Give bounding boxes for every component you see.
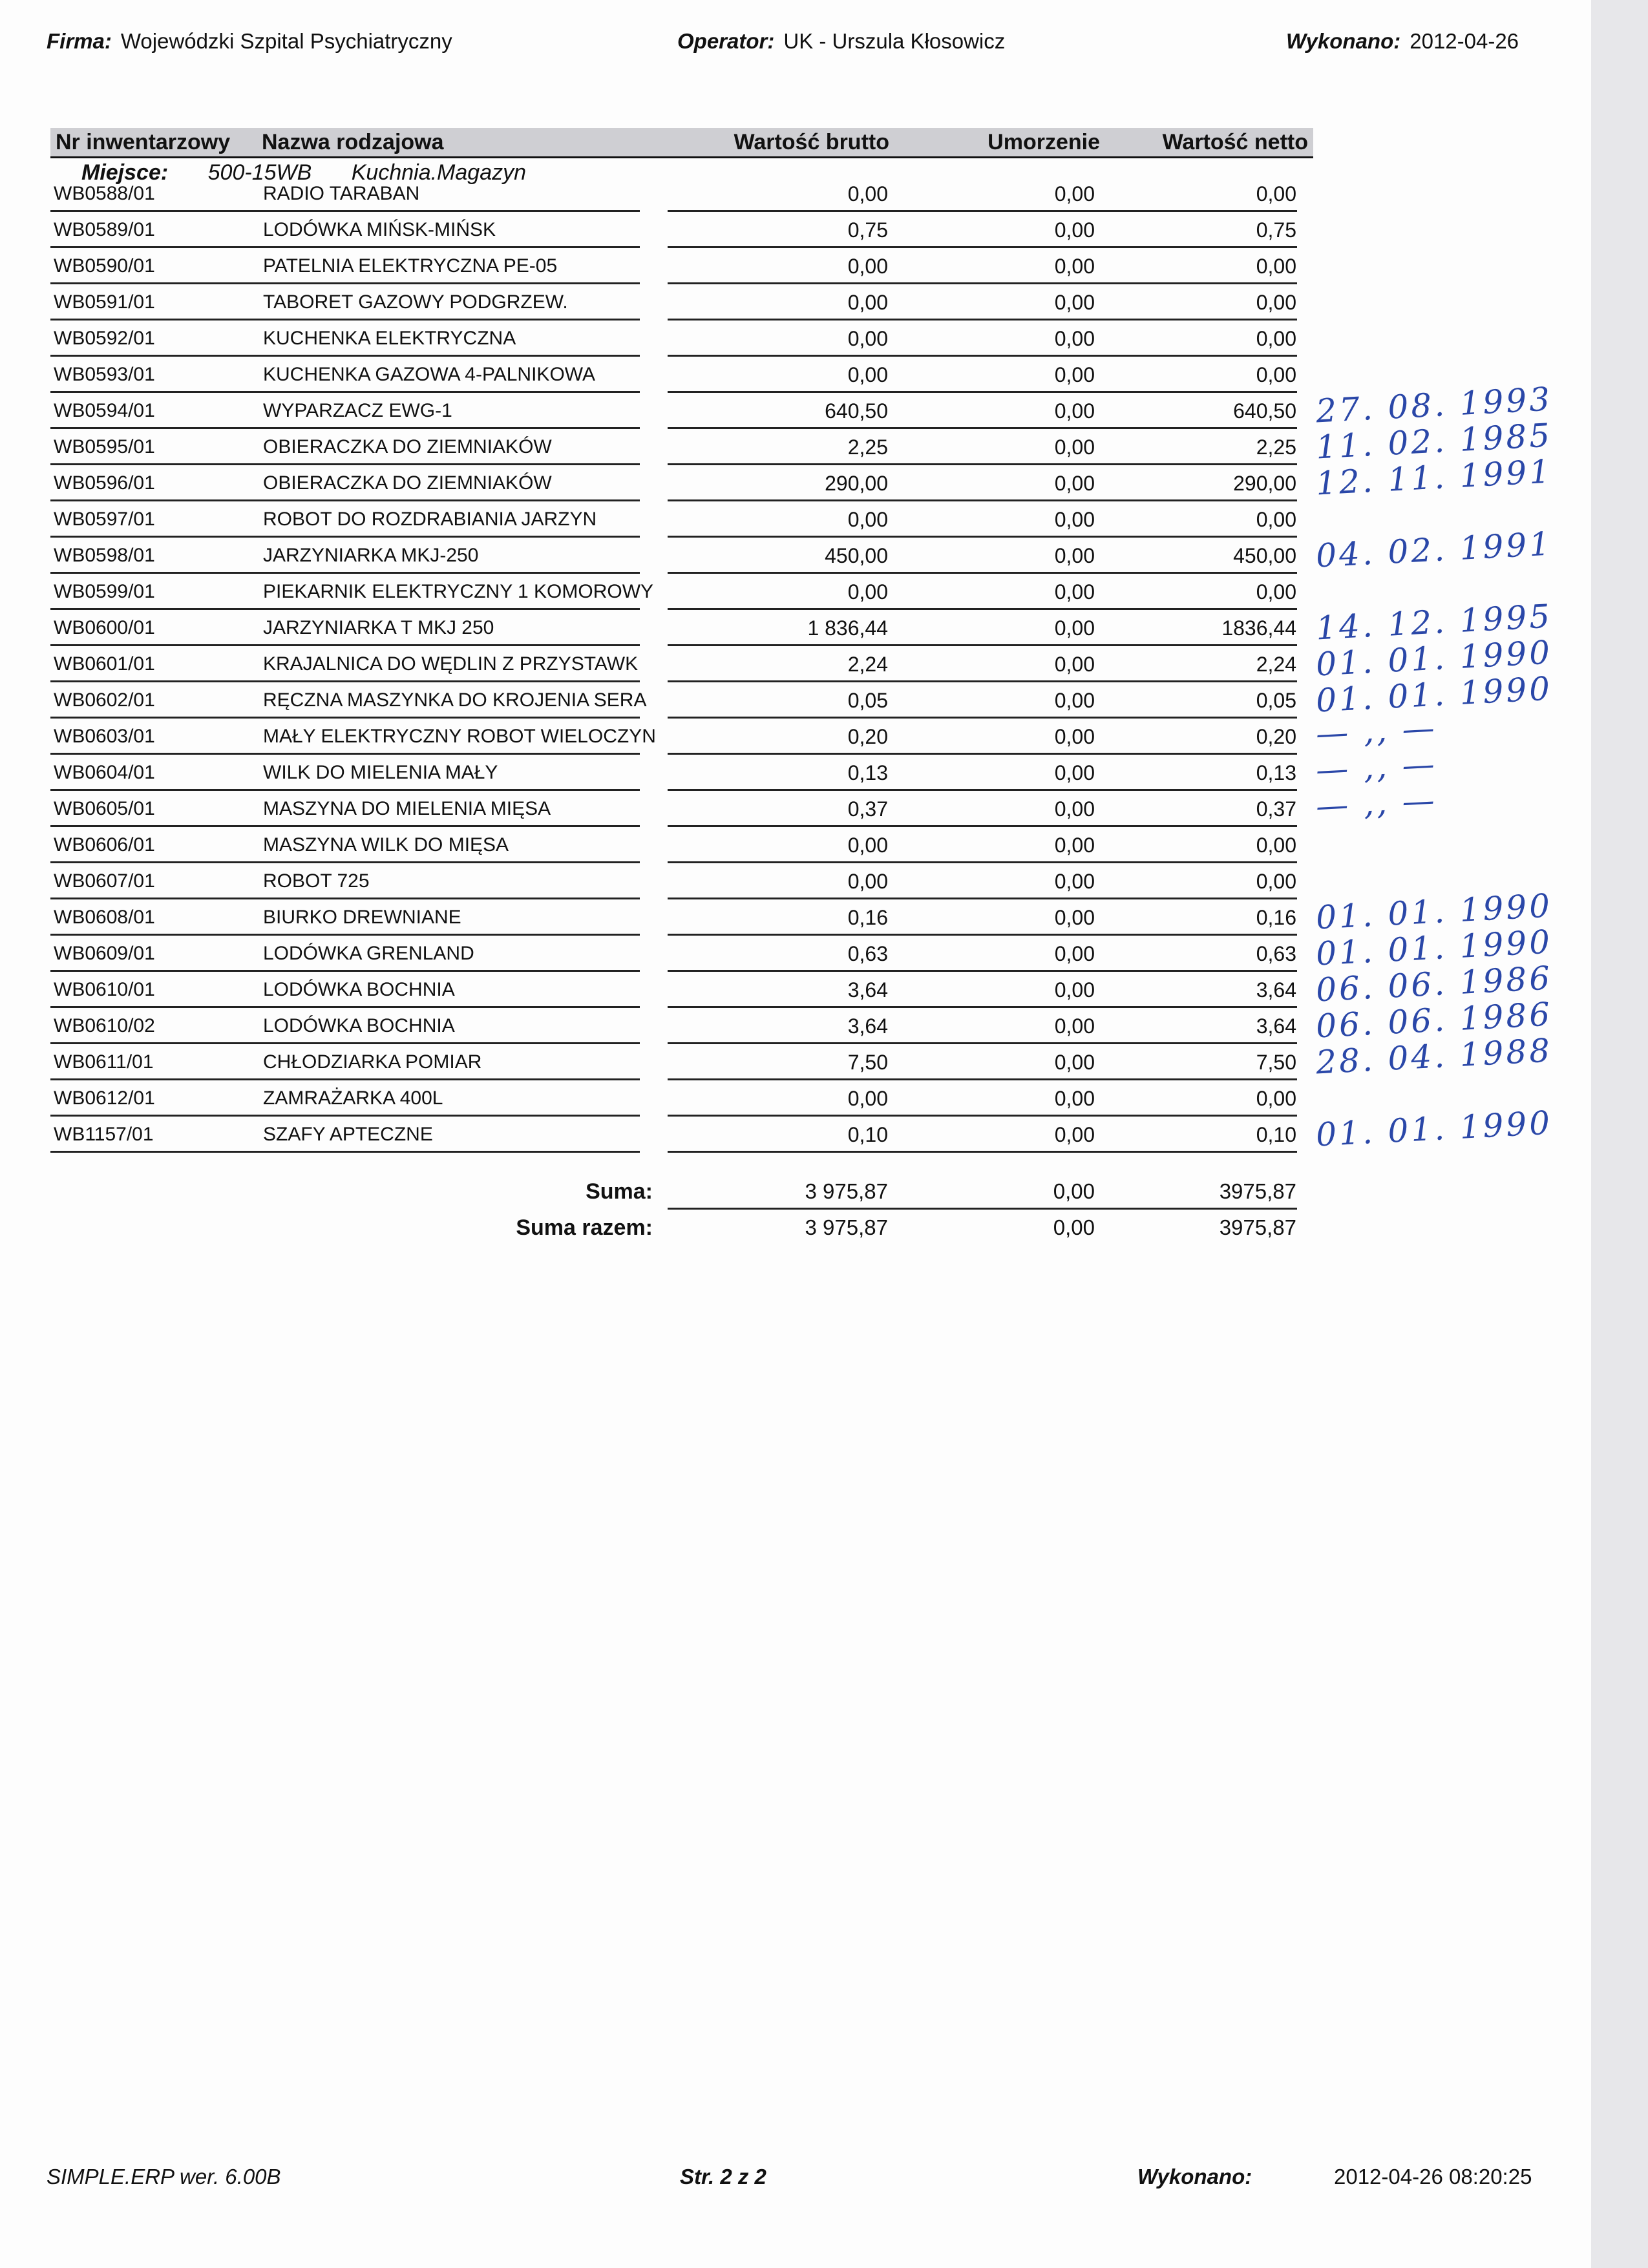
depreciation-value: 0,00	[1054, 544, 1095, 567]
footer-system: SIMPLE.ERP wer. 6.00B	[47, 2165, 281, 2189]
inventory-number: WB0589/01	[54, 219, 155, 240]
gross-value: 0,00	[847, 834, 888, 857]
gross-value: 0,16	[847, 906, 888, 929]
footer-page-number: Str. 2 z 2	[680, 2165, 766, 2189]
gross-value: 0,00	[847, 508, 888, 531]
net-value: 0,00	[1256, 580, 1296, 604]
gross-value: 2,24	[847, 653, 888, 676]
item-name: KUCHENKA ELEKTRYCZNA	[263, 328, 516, 349]
column-header-netto: Wartość netto	[1103, 128, 1313, 158]
table-row	[50, 1031, 1554, 1082]
handwritten-date-note: 01. 01. 1990	[1315, 633, 1554, 684]
footer-wykonano-label: Wykonano:	[1137, 2165, 1252, 2189]
depreciation-value: 0,00	[1054, 1087, 1095, 1110]
table-row	[50, 357, 1313, 393]
table-row	[50, 887, 1554, 937]
handwritten-date-note: 28. 04. 1988	[1315, 1031, 1554, 1082]
item-name: PIEKARNIK ELEKTRYCZNY 1 KOMOROWY	[263, 581, 654, 602]
location-label: Miejsce:	[81, 160, 169, 185]
handwritten-date-note: 01. 01. 1990	[1315, 1104, 1554, 1154]
handwritten-date-note: 06. 06. 1986	[1315, 995, 1554, 1045]
depreciation-value: 0,00	[1054, 978, 1095, 1002]
inventory-number: WB0601/01	[54, 653, 155, 675]
item-name: MAŁY ELEKTRYCZNY ROBOT WIELOCZYN	[263, 726, 656, 747]
inventory-number: WB0594/01	[54, 400, 155, 421]
item-name: ZAMRAŻARKA 400L	[263, 1087, 443, 1109]
handwritten-date-note: 04. 02. 1991	[1315, 525, 1554, 575]
table-row	[50, 781, 1438, 827]
net-value: 0,00	[1256, 870, 1296, 893]
table-row	[50, 1080, 1313, 1117]
inventory-number: WB0609/01	[54, 943, 155, 964]
gross-value: 0,37	[847, 797, 888, 821]
gross-value: 0,05	[847, 689, 888, 712]
item-name: LODÓWKA BOCHNIA	[263, 979, 455, 1000]
footer-wykonano-value: 2012-04-26 08:20:25	[1334, 2165, 1532, 2189]
item-name: SZAFY APTECZNE	[263, 1124, 433, 1145]
gross-value: 0,20	[847, 725, 888, 748]
net-value: 0,00	[1256, 327, 1296, 350]
table-row	[50, 669, 1554, 720]
inventory-number: WB1157/01	[54, 1124, 154, 1145]
table-row	[50, 452, 1554, 503]
item-name: ROBOT 725	[263, 870, 370, 892]
net-value: 0,00	[1256, 834, 1296, 857]
item-name: JARZYNIARKA T MKJ 250	[263, 617, 494, 638]
suma-row	[50, 1173, 1313, 1210]
gross-value: 3,64	[847, 1014, 888, 1038]
depreciation-value: 0,00	[1054, 906, 1095, 929]
column-header-nazwa: Nazwa rodzajowa	[257, 128, 671, 158]
inventory-number: WB0606/01	[54, 834, 155, 856]
inventory-number: WB0595/01	[54, 436, 155, 457]
item-name: PATELNIA ELEKTRYCZNA PE-05	[263, 255, 558, 277]
net-value: 0,75	[1256, 218, 1296, 242]
table-row	[50, 416, 1554, 467]
item-name: BIURKO DREWNIANE	[263, 907, 461, 928]
net-value: 290,00	[1233, 472, 1296, 495]
net-value: 7,50	[1256, 1051, 1296, 1074]
inventory-number: WB0610/02	[54, 1015, 155, 1036]
net-value: 0,00	[1256, 255, 1296, 278]
inventory-number: WB0598/01	[54, 545, 155, 566]
item-name: RĘCZNA MASZYNKA DO KROJENIA SERA	[263, 689, 647, 711]
depreciation-value: 0,00	[1054, 725, 1095, 748]
table-row	[50, 380, 1554, 430]
handwritten-date-note: — ,, —	[1315, 781, 1438, 825]
operator-value: UK - Urszula Kłosowicz	[783, 29, 1006, 53]
gross-value: 290,00	[825, 472, 888, 495]
net-value: 0,00	[1256, 363, 1296, 386]
item-name: WYPARZACZ EWG-1	[263, 400, 452, 421]
gross-value: 450,00	[825, 544, 888, 567]
table-row	[50, 525, 1554, 575]
location-code: 500-15WB	[207, 160, 312, 185]
inventory-number: WB0605/01	[54, 798, 155, 819]
item-name: ROBOT DO ROZDRABIANIA JARZYN	[263, 509, 597, 530]
table-row	[50, 284, 1313, 320]
item-name: MASZYNA WILK DO MIĘSA	[263, 834, 509, 856]
item-name: LODÓWKA MIŃSK-MIŃSK	[263, 219, 496, 240]
header-wykonano: Wykonano: 2012-04-26	[1286, 29, 1519, 53]
inventory-number: WB0596/01	[54, 472, 155, 494]
depreciation-value: 0,00	[1054, 472, 1095, 495]
column-header-nr: Nr inwentarzowy	[50, 128, 259, 158]
row-divider	[668, 1151, 1297, 1153]
table-row	[50, 212, 1313, 248]
gross-value: 0,00	[847, 580, 888, 604]
table-row	[50, 248, 1313, 284]
gross-value: 7,50	[847, 1051, 888, 1074]
item-name: WILK DO MIELENIA MAŁY	[263, 762, 498, 783]
column-header-brutto: Wartość brutto	[668, 128, 894, 158]
inventory-number: WB0603/01	[54, 726, 155, 747]
net-value: 0,10	[1256, 1123, 1296, 1146]
scan-page-edge	[1591, 0, 1648, 2268]
suma-razem-row	[50, 1210, 1313, 1246]
table-row	[50, 863, 1313, 899]
inventory-number: WB0590/01	[54, 255, 155, 277]
table-row	[50, 176, 1313, 212]
inventory-number: WB0610/01	[54, 979, 155, 1000]
table-row	[50, 597, 1554, 647]
item-name: OBIERACZKA DO ZIEMNIAKÓW	[263, 472, 552, 494]
net-value: 0,37	[1256, 797, 1296, 821]
depreciation-value: 0,00	[1054, 327, 1095, 350]
wykonano-value: 2012-04-26	[1410, 29, 1519, 53]
gross-value: 1 836,44	[807, 616, 888, 640]
depreciation-value: 0,00	[1054, 580, 1095, 604]
gross-value: 0,00	[847, 255, 888, 278]
inventory-number: WB0600/01	[54, 617, 155, 638]
gross-value: 0,10	[847, 1123, 888, 1146]
inventory-number: WB0612/01	[54, 1087, 155, 1109]
table-row	[50, 923, 1554, 973]
suma-label: Suma:	[586, 1179, 653, 1204]
column-header-umorzenie: Umorzenie	[892, 128, 1105, 158]
gross-value: 0,00	[847, 327, 888, 350]
depreciation-value: 0,00	[1054, 834, 1095, 857]
suma-razem-umorzenie: 0,00	[1053, 1215, 1095, 1239]
suma-netto: 3975,87	[1219, 1179, 1296, 1203]
suma-razem-netto: 3975,87	[1219, 1215, 1296, 1239]
depreciation-value: 0,00	[1054, 870, 1095, 893]
net-value: 0,05	[1256, 689, 1296, 712]
item-name: TABORET GAZOWY PODGRZEW.	[263, 291, 568, 313]
handwritten-date-note: 01. 01. 1990	[1315, 923, 1554, 973]
item-name: RADIO TARABAN	[263, 183, 420, 204]
item-name: OBIERACZKA DO ZIEMNIAKÓW	[263, 436, 552, 457]
item-name: CHŁODZIARKA POMIAR	[263, 1051, 482, 1073]
inventory-number: WB0588/01	[54, 183, 155, 204]
inventory-number: WB0611/01	[54, 1051, 154, 1073]
net-value: 2,25	[1256, 436, 1296, 459]
inventory-number: WB0602/01	[54, 689, 155, 711]
inventory-number: WB0591/01	[54, 291, 155, 313]
depreciation-value: 0,00	[1054, 182, 1095, 205]
row-divider	[50, 1151, 640, 1153]
net-value: 0,63	[1256, 942, 1296, 965]
table-row	[50, 745, 1438, 791]
suma-razem-label: Suma razem:	[516, 1215, 653, 1240]
table-row	[50, 1104, 1554, 1154]
gross-value: 3,64	[847, 978, 888, 1002]
item-name: KUCHENKA GAZOWA 4-PALNIKOWA	[263, 364, 595, 385]
item-name: KRAJALNICA DO WĘDLIN Z PRZYSTAWK	[263, 653, 639, 675]
header-firma: Firma: Wojewódzki Szpital Psychiatryczny	[47, 29, 452, 53]
inventory-number: WB0597/01	[54, 509, 155, 530]
depreciation-value: 0,00	[1054, 363, 1095, 386]
gross-value: 2,25	[847, 436, 888, 459]
depreciation-value: 0,00	[1054, 218, 1095, 242]
item-name: JARZYNIARKA MKJ-250	[263, 545, 479, 566]
net-value: 0,00	[1256, 182, 1296, 205]
inventory-number: WB0599/01	[54, 581, 155, 602]
depreciation-value: 0,00	[1054, 761, 1095, 784]
inventory-number: WB0593/01	[54, 364, 155, 385]
handwritten-date-note: — ,, —	[1315, 745, 1438, 789]
gross-value: 0,00	[847, 363, 888, 386]
table-row	[50, 320, 1313, 357]
suma-umorzenie: 0,00	[1053, 1179, 1095, 1203]
table-row	[50, 995, 1554, 1045]
depreciation-value: 0,00	[1054, 689, 1095, 712]
depreciation-value: 0,00	[1054, 1014, 1095, 1038]
net-value: 3,64	[1256, 978, 1296, 1002]
firma-value: Wojewódzki Szpital Psychiatryczny	[120, 29, 452, 53]
gross-value: 0,75	[847, 218, 888, 242]
depreciation-value: 0,00	[1054, 616, 1095, 640]
handwritten-date-note: 11. 02. 1985	[1315, 416, 1554, 467]
depreciation-value: 0,00	[1054, 1051, 1095, 1074]
handwritten-date-note: 01. 01. 1990	[1315, 669, 1554, 720]
handwritten-date-note: 27. 08. 1993	[1315, 380, 1554, 430]
net-value: 3,64	[1256, 1014, 1296, 1038]
table-row	[50, 501, 1313, 538]
table-row	[50, 827, 1313, 863]
header-operator: Operator: UK - Urszula Kłosowicz	[677, 29, 1006, 53]
inventory-number: WB0592/01	[54, 328, 155, 349]
gross-value: 0,63	[847, 942, 888, 965]
gross-value: 0,00	[847, 870, 888, 893]
handwritten-date-note: 06. 06. 1986	[1315, 959, 1554, 1009]
gross-value: 0,13	[847, 761, 888, 784]
inventory-number: WB0608/01	[54, 907, 155, 928]
net-value: 0,00	[1256, 508, 1296, 531]
gross-value: 0,00	[847, 291, 888, 314]
handwritten-date-note: 14. 12. 1995	[1315, 597, 1554, 647]
location-name: Kuchnia.Magazyn	[351, 160, 527, 185]
net-value: 0,00	[1256, 291, 1296, 314]
handwritten-date-note: 01. 01. 1990	[1315, 887, 1554, 937]
suma-razem-brutto: 3 975,87	[805, 1215, 888, 1239]
net-value: 0,13	[1256, 761, 1296, 784]
suma-brutto: 3 975,87	[805, 1179, 888, 1203]
handwritten-date-note: 12. 11. 1991	[1315, 452, 1554, 503]
table-row	[50, 709, 1438, 755]
depreciation-value: 0,00	[1054, 508, 1095, 531]
net-value: 450,00	[1233, 544, 1296, 567]
depreciation-value: 0,00	[1054, 942, 1095, 965]
item-name: LODÓWKA GRENLAND	[263, 943, 474, 964]
depreciation-value: 0,00	[1054, 399, 1095, 423]
depreciation-value: 0,00	[1054, 653, 1095, 676]
depreciation-value: 0,00	[1054, 291, 1095, 314]
item-name: MASZYNA DO MIELENIA MIĘSA	[263, 798, 551, 819]
inventory-number: WB0607/01	[54, 870, 155, 892]
net-value: 0,16	[1256, 906, 1296, 929]
net-value: 0,00	[1256, 1087, 1296, 1110]
net-value: 640,50	[1233, 399, 1296, 423]
net-value: 1836,44	[1221, 616, 1296, 640]
table-row	[50, 633, 1554, 684]
depreciation-value: 0,00	[1054, 255, 1095, 278]
gross-value: 0,00	[847, 1087, 888, 1110]
depreciation-value: 0,00	[1054, 436, 1095, 459]
handwritten-date-note: — ,, —	[1315, 709, 1438, 753]
depreciation-value: 0,00	[1054, 1123, 1095, 1146]
item-name: LODÓWKA BOCHNIA	[263, 1015, 455, 1036]
gross-value: 640,50	[825, 399, 888, 423]
net-value: 0,20	[1256, 725, 1296, 748]
net-value: 2,24	[1256, 653, 1296, 676]
table-row	[50, 574, 1313, 610]
table-row	[50, 959, 1554, 1009]
inventory-number: WB0604/01	[54, 762, 155, 783]
depreciation-value: 0,00	[1054, 797, 1095, 821]
gross-value: 0,00	[847, 182, 888, 205]
